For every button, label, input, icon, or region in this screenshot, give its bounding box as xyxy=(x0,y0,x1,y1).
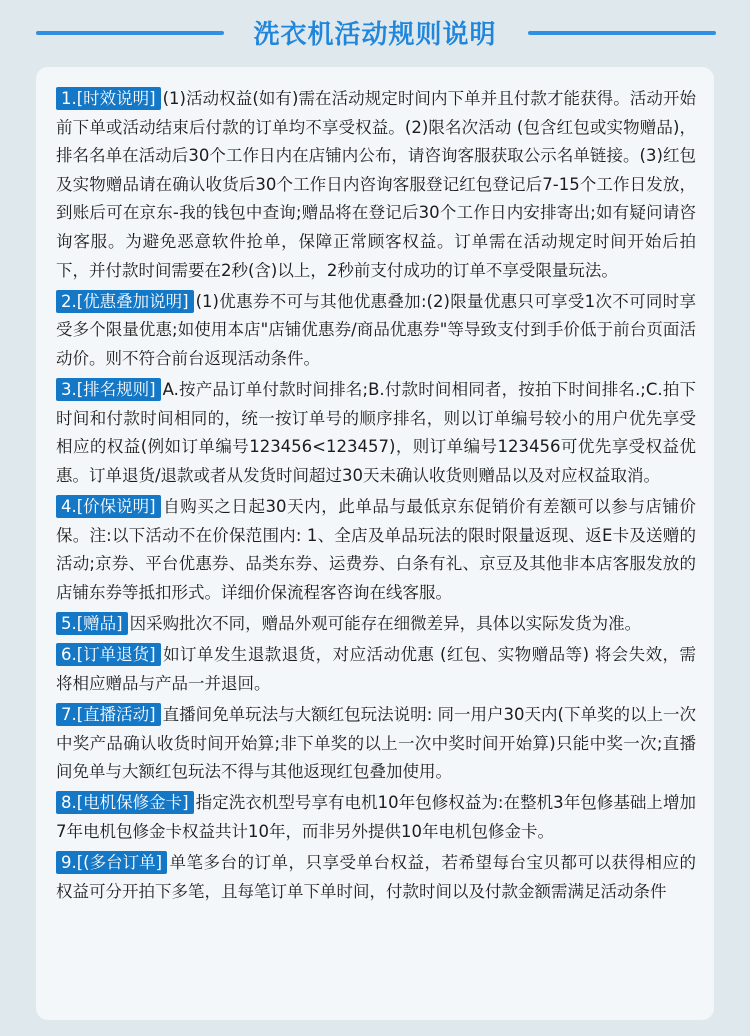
rule-tag: 8.[电机保修金卡] xyxy=(56,791,194,814)
rule-tag: 6.[订单退货] xyxy=(56,643,161,666)
page-header xyxy=(0,0,750,66)
rule-item-gifts xyxy=(56,610,696,639)
rule-item-returns xyxy=(56,641,696,698)
page-title: 洗衣机活动规则说明 xyxy=(253,20,497,50)
rule-text: (1)优惠券不可与其他优惠叠加:(2)限量优惠只可享受1次不可同时享受多个限量优惠;如使用本店"店铺优惠券/商品优惠券"等导致支付到手价低于前台页面活动价。则不符合前台返现活动条件。 xyxy=(56,291,696,368)
rule-text: 单笔多台的订单，只享受单台权益，若希望每台宝贝都可以获得相应的权益可分开拍下多笔，且每笔订单下单时间，付款时间以及付款金额需满足活动条件 xyxy=(56,853,696,901)
rule-tag: 9.[(多台订单] xyxy=(56,851,167,874)
header-divider-right xyxy=(528,31,716,35)
rule-item-motor-warranty xyxy=(56,789,696,846)
rule-tag: 3.[排名规则] xyxy=(56,378,161,401)
rule-tag: 5.[赠品] xyxy=(56,612,128,635)
rule-tag: 2.[优惠叠加说明] xyxy=(56,290,194,313)
rule-item-price-protection xyxy=(56,493,696,607)
rule-text: 指定洗衣机型号享有电机10年包修权益为:在整机3年包修基础上增加7年电机包修金卡权益共计10年，而非另外提供10年电机包修金卡。 xyxy=(56,793,696,841)
rule-text: 因采购批次不同，赠品外观可能存在细微差异，具体以实际发货为准。 xyxy=(129,614,642,634)
rule-item-time-limit xyxy=(56,85,696,285)
rule-item-ranking xyxy=(56,376,696,490)
rule-text: 直播间免单玩法与大额红包玩法说明: 同一用户30天内(下单奖的以上一次中奖产品确认收货时间开始算;非下单奖的以上一次中奖时间开始算)只能中奖一次;直播间免单与大额红包玩法不得与其他返现红包叠加使用。 xyxy=(56,705,696,782)
rules-list xyxy=(56,85,696,909)
rule-tag: 1.[时效说明] xyxy=(56,87,161,110)
rule-item-discount-stacking xyxy=(56,288,696,374)
rule-text: (1)活动权益(如有)需在活动规定时间内下单并且付款才能获得。活动开始前下单或活动结束后付款的订单均不享受权益。(2)限名次活动 (包含红包或实物赠品)，排名名单在活动后30个工作日内在店铺内公布，请咨询客服获取公示名单链接。(3)红包及实物赠品请在确认收货后30个工作日内咨询客服登记红包登记后7-15个工作日发放，到账后可在京东-我的钱包中查询;赠品将在登记后30个工作日内安排寄出;如有疑问请咨询客服。为避免恶意软件抢单，保障正常顾客权益。订单需在活动规定时间开始后拍下，并付款时间需要在2秒(含)以上，2秒前支付成功的订单不享受限量玩法。 xyxy=(56,89,696,280)
rule-tag: 4.[价保说明] xyxy=(56,495,161,518)
rule-text: 如订单发生退款退货，对应活动优惠 (红包、实物赠品等) 将会失效，需将相应赠品与产品一并退回。 xyxy=(56,645,696,693)
rule-item-livestream xyxy=(56,701,696,787)
rule-item-multi-unit-orders xyxy=(56,849,696,906)
rule-text: 自购买之日起30天内，此单品与最低京东促销价有差额可以参与店铺价保。注:以下活动不在价保范围内: 1、全店及单品玩法的限时限量返现、返E卡及送赠的活动;京券、平台优惠券、品类东券、运费券、白条有礼、京豆及其他非本店客服发放的店铺东券等抵扣形式。详细价保流程客咨询在线客服。 xyxy=(56,497,696,602)
rule-tag: 7.[直播活动] xyxy=(56,703,161,726)
rule-text: A.按产品订单付款时间排名;B.付款时间相同者，按拍下时间排名.;C.拍下时间和付款时间相同的，统一按订单号的顺序排名，则以订单编号较小的用户优先享受相应的权益(例如订单编号123456<123457)，则订单编号123456可优先享受权益优惠。订单退货/退款或者从发货时间超过30天未确认收货则赠品以及对应权益取消。 xyxy=(56,380,696,485)
